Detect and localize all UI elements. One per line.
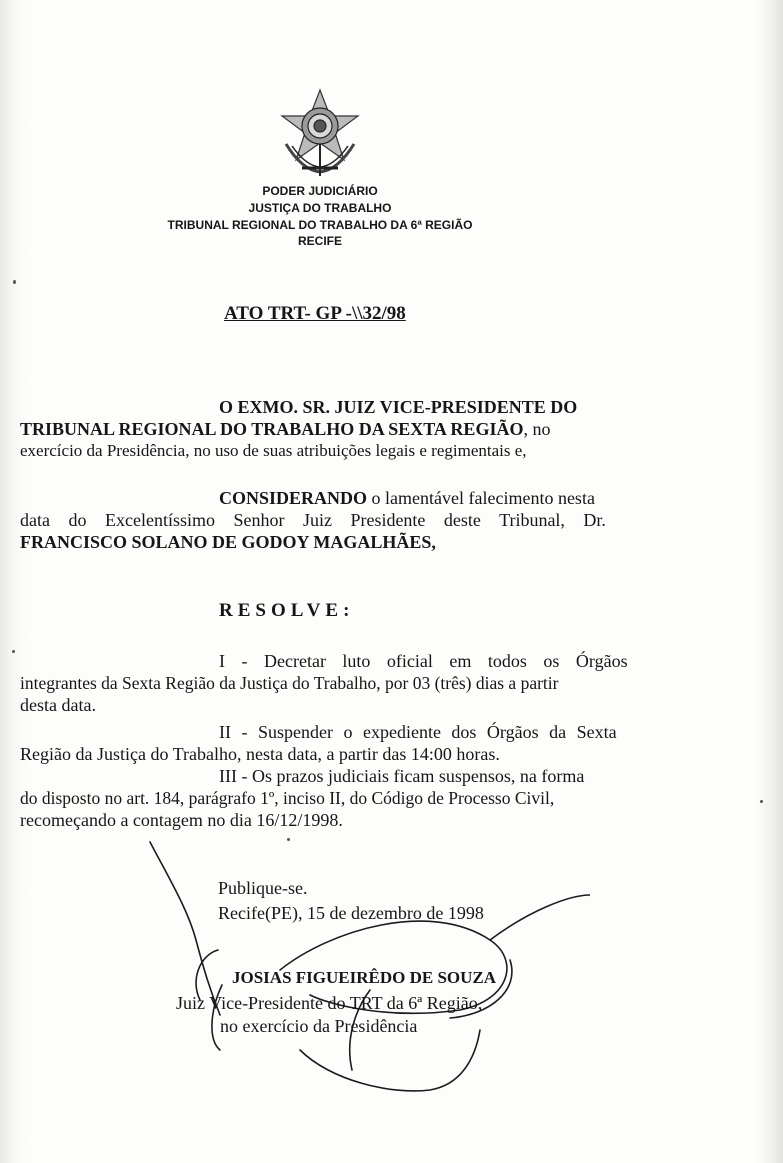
item-2 [20,721,627,765]
item-1 [20,650,627,716]
intro-line-1: O EXMO. SR. JUIZ VICE-PRESIDENTE DO [219,397,578,417]
brazil-coat-of-arms-icon [272,86,368,178]
header-line-labor-justice: JUSTIÇA DO TRABALHO [248,201,392,215]
item-3 [20,765,627,831]
item-3-line-3: recomeçando a contagem no dia 16/12/1998. [20,810,343,830]
intro-line-2-tail: , no [523,419,551,439]
item-3-line-2: do disposto no art. 184, parágrafo 1º, inciso II, do Código de Processo Civil, [20,788,555,808]
considering-keyword: CONSIDERANDO [219,488,368,508]
considering-line-1-rest: o lamentável falecimento nesta [367,488,595,508]
considering-line-2: data do Excelentíssimo Senhor Juiz Presidente deste Tribunal, Dr. [20,510,606,530]
tribunal-name: TRIBUNAL REGIONAL DO TRABALHO DA SEXTA REGIÃO [20,419,524,439]
considering-line-1 [20,487,627,509]
header-line-tribunal: TRIBUNAL REGIONAL DO TRABALHO DA 6ª REGIÃO [167,218,473,232]
scan-speck [760,800,763,803]
considering-paragraph [20,487,627,553]
deceased-name: FRANCISCO SOLANO DE GODOY MAGALHÃES, [20,532,436,552]
item-3-line-1: III - Os prazos judiciais ficam suspensos, na forma [219,766,585,786]
item-1-line-3: desta data. [20,695,96,715]
publish-line: Publique-se. [218,878,308,898]
item-1-line-2: integrantes da Sexta Região da Justiça do Trabalho, por 03 (três) dias a partir [20,673,559,693]
intro-paragraph [20,396,627,462]
intro-line-3: exercício da Presidência, no uso de suas atribuições legais e regimentais e, [20,441,527,460]
signatory-name: JOSIAS FIGUEIRÊDO DE SOUZA [232,968,497,987]
place-date: Recife(PE), 15 de dezembro de 1998 [218,903,484,923]
resolve-label: RESOLVE: [219,600,355,621]
act-title: ATO TRT- GP -\\32/98 [224,303,406,324]
scan-speck [287,838,290,841]
signatory-role-2: no exercício da Presidência [220,1016,418,1036]
signatory-role: Juiz Vice-Presidente do TRT da 6ª Região, [176,993,483,1013]
scan-speck [12,650,15,653]
item-2-line-2: Região da Justiça do Trabalho, nesta data, a partir das 14:00 horas. [20,744,500,764]
intro-line-2 [20,418,627,440]
header-line-judiciary: PODER JUDICIÁRIO [262,184,378,198]
scan-speck [13,280,16,284]
item-2-line-1: II - Suspender o expediente dos Órgãos da Sexta [219,722,617,742]
item-1-line-1: I - Decretar luto oficial em todos os Órgãos [219,651,628,671]
header-line-city: RECIFE [297,234,342,248]
